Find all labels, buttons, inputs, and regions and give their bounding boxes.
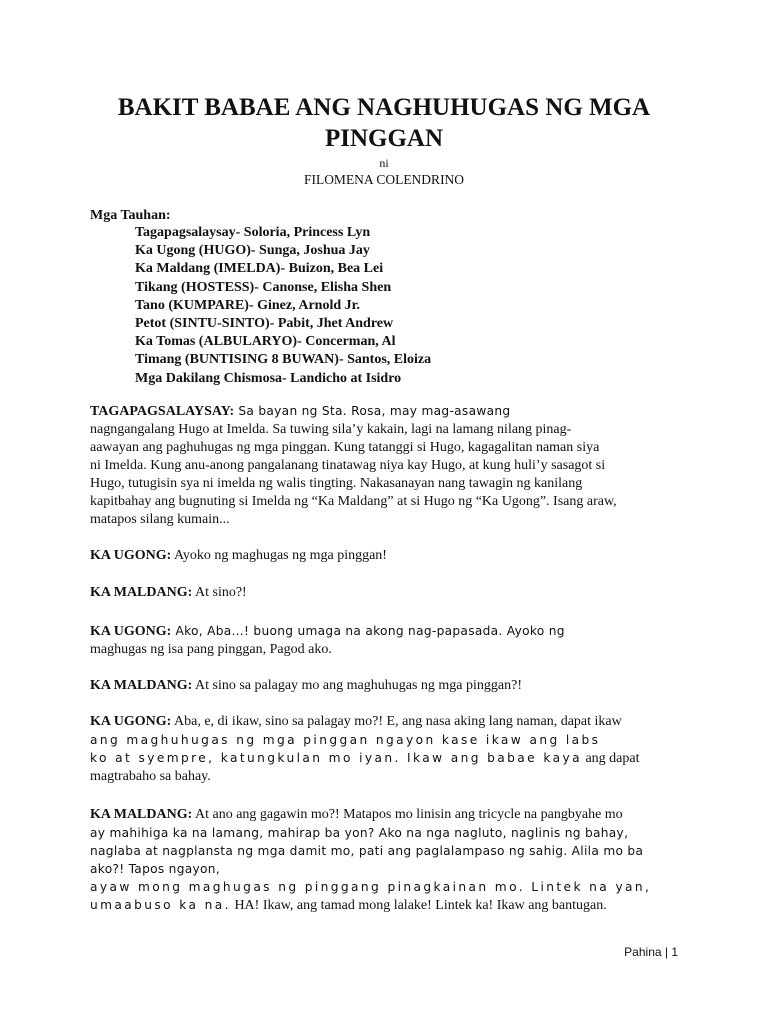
dialogue-block bbox=[90, 622, 690, 659]
document-title bbox=[60, 92, 708, 154]
dialogue-text: ang dapat bbox=[581, 751, 640, 766]
speaker-label: KA MALDANG: bbox=[90, 585, 193, 600]
dialogue-text: matapos silang kumain... bbox=[90, 512, 230, 527]
speaker-label: KA MALDANG: bbox=[90, 807, 193, 822]
dialogue-text: At ano ang gagawin mo?! Matapos mo linisin ang tricycle na pangbyahe mo bbox=[192, 807, 623, 822]
dialogue-text: At sino sa palagay mo ang maghuhugas ng mga pinggan?! bbox=[192, 678, 522, 693]
speaker-label: TAGAPAGSALAYSAY: bbox=[90, 404, 235, 419]
cast-member: Tagapagsalaysay- Soloria, Princess Lyn bbox=[135, 225, 371, 240]
dialogue-text: kapitbahay ang bugnuting si Imelda ng “Ka Maldang” at si Hugo ng “Ka Ugong”. Isang araw, bbox=[90, 494, 617, 509]
dialogue-text: maghugas ng isa pang pinggan, Pagod ako. bbox=[90, 642, 332, 657]
dialogue-text: ay mahihiga ka na lamang, mahirap ba yon? Ako na nga nagluto, naglinis ng bahay, bbox=[90, 826, 629, 840]
dialogue-text: naglaba at nagplansta ng mga damit mo, pati ang paglalampaso ng sahig. Alila mo ba bbox=[90, 844, 644, 858]
cast-member: Timang (BUNTISING 8 BUWAN)- Santos, Eloiza bbox=[135, 352, 432, 368]
dialogue-text: ayaw mong maghugas ng pinggang pinagkainan mo. Lintek na yan, bbox=[90, 880, 652, 894]
dialogue-block bbox=[90, 713, 690, 786]
dialogue-text: ang maghuhugas ng mga pinggan ngayon kase ikaw ang labs bbox=[90, 733, 601, 747]
cast-member: Petot (SINTU-SINTO)- Pabit, Jhet Andrew bbox=[135, 316, 394, 332]
dialogue-text: ko at syempre, katungkulan mo iyan. Ikaw ang babae kaya bbox=[90, 751, 582, 765]
dialogue-block-narrator bbox=[90, 402, 690, 529]
speaker-label: KA UGONG: bbox=[90, 714, 172, 729]
speaker-label: KA UGONG: bbox=[90, 548, 172, 563]
cast-list bbox=[135, 224, 431, 388]
cast-member: Ka Maldang (IMELDA)- Buizon, Bea Lei bbox=[135, 261, 384, 277]
dialogue-block bbox=[90, 584, 690, 602]
dialogue-text: Hugo, tutugisin sya ni imelda ng walis tingting. Nakasanayan nang tawagin ng kanilang bbox=[90, 476, 583, 491]
cast-member: Ka Tomas (ALBULARYO)- Concerman, Al bbox=[135, 334, 396, 350]
cast-member: Tano (KUMPARE)- Ginez, Arnold Jr. bbox=[135, 297, 361, 313]
dialogue-text: Aba, e, di ikaw, sino sa palagay mo?! E, ang nasa aking lang naman, dapat ikaw bbox=[171, 714, 622, 729]
page-number: Pahina | 1 bbox=[624, 945, 678, 959]
author-name: FILOMENA COLENDRINO bbox=[303, 172, 465, 187]
dialogue-text: nagngangalang Hugo at Imelda. Sa tuwing sila’y kakain, lagi na lamang nilang pinag- bbox=[90, 422, 572, 437]
cast-member: Ka Ugong (HUGO)- Sunga, Joshua Jay bbox=[135, 243, 370, 259]
cast-member: Tikang (HOSTESS)- Canonse, Elisha Shen bbox=[135, 279, 392, 295]
dialogue-text: magtrabaho sa bahay. bbox=[90, 769, 211, 784]
dialogue-block bbox=[90, 547, 690, 565]
dialogue-text: ni Imelda. Kung anu-anong pangalanang tinatawag niya kay Hugo, at kung huli’y sasagot si bbox=[90, 458, 606, 473]
cast-heading: Mga Tauhan: bbox=[90, 208, 171, 223]
title-line-2: PINGGAN bbox=[324, 125, 444, 152]
dialogue-text: At sino?! bbox=[192, 585, 247, 600]
dialogue-text: Sa bayan ng Sta. Rosa, may mag-asawang bbox=[234, 404, 511, 418]
dialogue-text: aawayan ang paghuhugas ng mga pinggan. Kung tatanggi si Hugo, kagagalitan naman siya bbox=[90, 440, 600, 455]
dialogue-block bbox=[90, 677, 690, 695]
dialogue-text: Ayoko ng maghugas ng mga pinggan! bbox=[171, 548, 387, 563]
cast-member: Mga Dakilang Chismosa- Landicho at Isidro bbox=[135, 370, 402, 386]
dialogue-text: Ako, Aba…! buong umaga na akong nag-papasada. Ayoko ng bbox=[171, 624, 565, 638]
dialogue-text: ako?! Tapos ngayon, bbox=[90, 862, 220, 876]
byline-ni: ni bbox=[379, 156, 389, 170]
speaker-label: KA UGONG: bbox=[90, 624, 172, 639]
speaker-label: KA MALDANG: bbox=[90, 678, 193, 693]
title-line-1: BAKIT BABAE ANG NAGHUHUGAS NG MGA bbox=[117, 94, 651, 121]
dialogue-block bbox=[90, 806, 690, 915]
dialogue-text: umaabuso ka na. bbox=[90, 898, 231, 912]
dialogue-text: HA! Ikaw, ang tamad mong lalake! Lintek ka! Ikaw ang bantugan. bbox=[230, 898, 607, 913]
